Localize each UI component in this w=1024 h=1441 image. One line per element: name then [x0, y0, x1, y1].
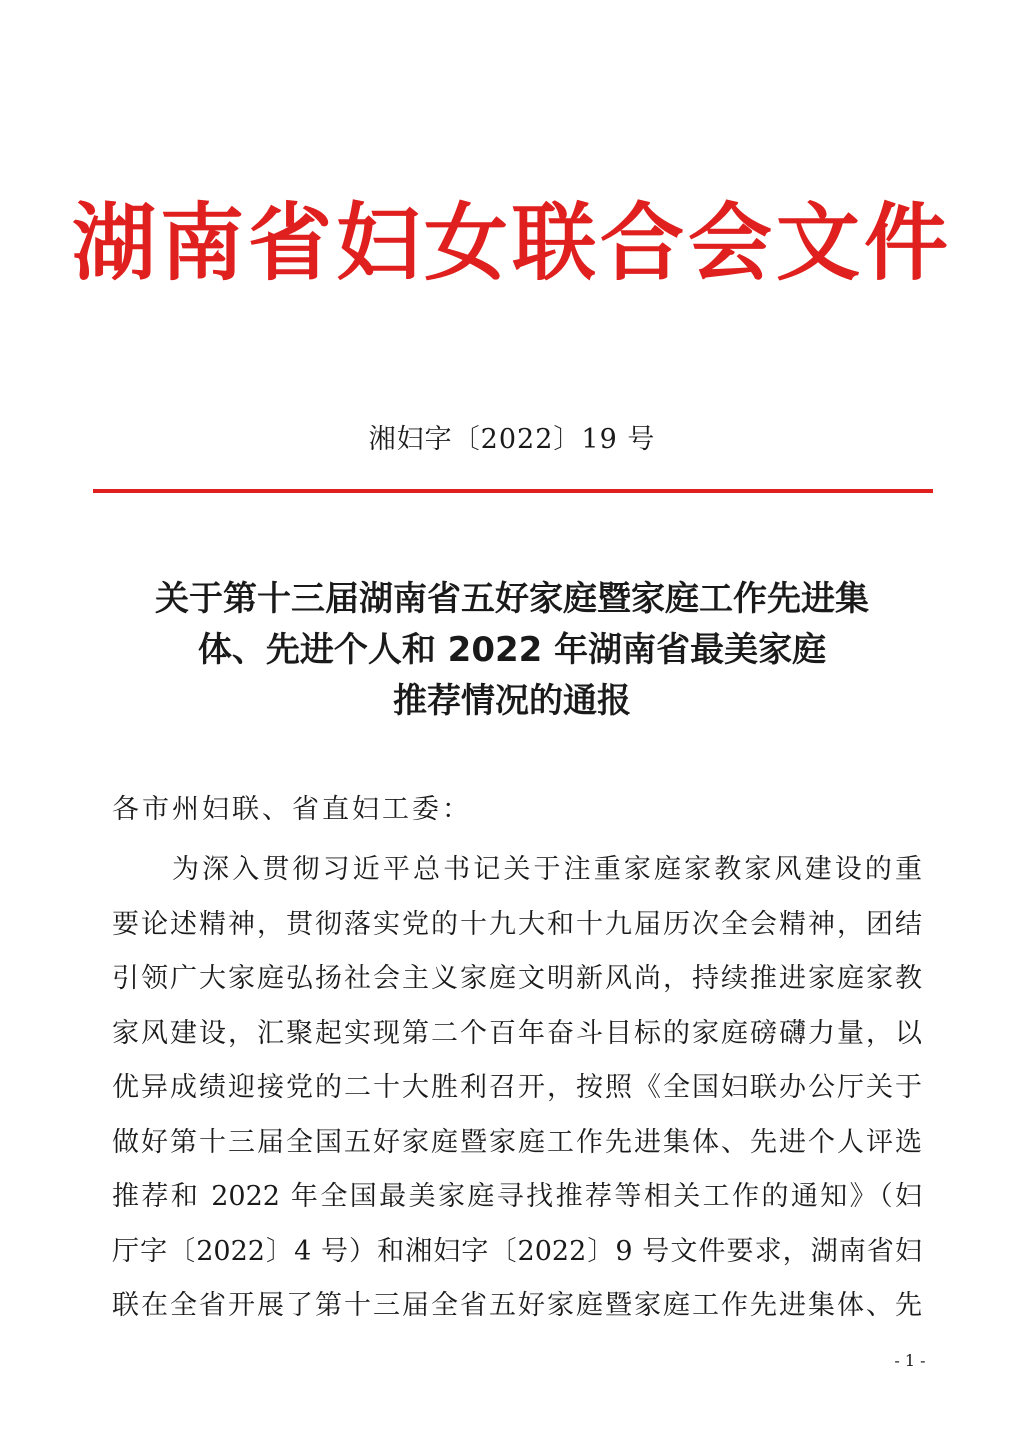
body-line: 厅字〔2022〕4 号）和湘妇字〔2022〕9 号文件要求，湖南省妇	[112, 1235, 922, 1267]
document-number: 湘妇字〔2022〕19 号	[368, 424, 656, 455]
body-line: 联在全省开展了第十三届全省五好家庭暨家庭工作先进集体、先	[112, 1290, 922, 1321]
notice-title	[100, 574, 924, 727]
body-line: 为深入贯彻习近平总书记关于注重家庭家教家风建设的重	[172, 854, 922, 885]
red-header-title: 湖南省妇女联合会文件	[71, 193, 952, 292]
page-number: - 1 -	[894, 1351, 926, 1370]
title-line: 推荐情况的通报	[393, 681, 631, 721]
salutation: 各市州妇联、省直妇工委：	[112, 794, 472, 825]
body-line: 要论述精神，贯彻落实党的十九大和十九届历次全会精神，团结	[112, 908, 922, 940]
title-line: 关于第十三届湖南省五好家庭暨家庭工作先进集	[155, 579, 869, 619]
title-line: 体、先进个人和 2022 年湖南省最美家庭	[197, 630, 827, 670]
body-line: 推荐和 2022 年全国最美家庭寻找推荐等相关工作的通知》（妇	[112, 1181, 922, 1212]
body-line: 做好第十三届全国五好家庭暨家庭工作先进集体、先进个人评选	[112, 1126, 922, 1158]
red-separator-line	[93, 489, 933, 493]
body-text	[112, 843, 922, 1334]
body-line: 优异成绩迎接党的二十大胜利召开，按照《全国妇联办公厅关于	[112, 1072, 922, 1103]
body-line: 家风建设，汇聚起实现第二个百年奋斗目标的家庭磅礴力量，以	[112, 1017, 922, 1049]
body-line: 引领广大家庭弘扬社会主义家庭文明新风尚，持续推进家庭家教	[112, 963, 922, 994]
